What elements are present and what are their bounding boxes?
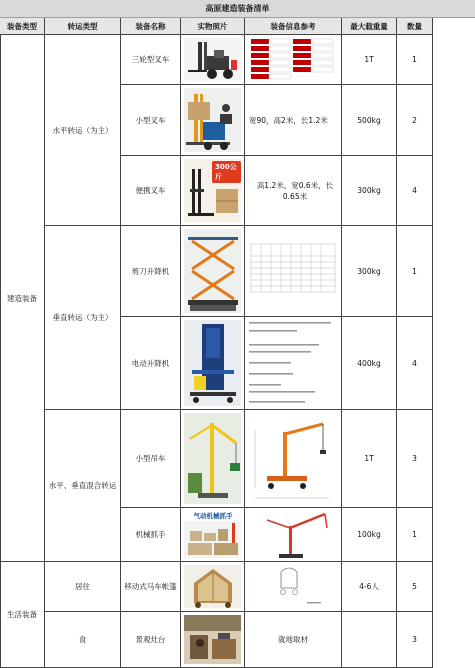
row-qty: 4 [397, 317, 433, 410]
row-name: 三轮型叉车 [121, 35, 181, 85]
grabber-title-label: 气动机械抓手 [184, 511, 241, 521]
row-qty: 3 [397, 410, 433, 508]
row-name: 机械抓手 [121, 508, 181, 562]
row-maxload: 300kg [342, 226, 397, 317]
row-qty: 2 [397, 85, 433, 156]
row-maxload: 300kg [342, 156, 397, 226]
row-qty: 1 [397, 508, 433, 562]
row-qty: 1 [397, 35, 433, 85]
transfer-food: 食 [45, 612, 121, 668]
small-forklift-photo [181, 85, 245, 156]
row-name: 小型吊车 [121, 410, 181, 508]
transfer-mixed: 水平、垂直混合转运 [45, 410, 121, 562]
transfer-residence: 居住 [45, 562, 121, 612]
row-maxload: 400kg [342, 317, 397, 410]
transfer-vertical: 垂直转运（为主） [45, 226, 121, 410]
row-maxload: 100kg [342, 508, 397, 562]
electric-lift-spec-text [245, 317, 342, 410]
row-name: 移动式马车帐篷 [121, 562, 181, 612]
row-name: 剪刀升降机 [121, 226, 181, 317]
header-photo: 实物照片 [181, 18, 245, 35]
row-info: 高1.2米，宽0.6米，长0.65米 [245, 156, 342, 226]
scissor-lift-photo [181, 226, 245, 317]
row-maxload: 1T [342, 410, 397, 508]
forklift-spec-table [245, 35, 342, 85]
header-qty: 数量 [397, 18, 433, 35]
row-name: 小型叉车 [121, 85, 181, 156]
sheet-title: 高原建造装备清单 [0, 0, 475, 18]
wagon-tent-photo [181, 562, 245, 612]
header-transfer: 转运类型 [45, 18, 121, 35]
forklift-photo [181, 35, 245, 85]
row-maxload: 1T [342, 35, 397, 85]
wagon-tent-diagram [245, 562, 342, 612]
scissor-lift-spec-table [245, 226, 342, 317]
row-maxload [342, 612, 397, 668]
row-name: 便携叉车 [121, 156, 181, 226]
row-info: 就地取材 [245, 612, 342, 668]
landscape-stove-photo [181, 612, 245, 668]
row-qty: 5 [397, 562, 433, 612]
row-name: 电动升降机 [121, 317, 181, 410]
row-maxload: 500kg [342, 85, 397, 156]
category-living: 生活装备 [0, 562, 45, 668]
header-maxload: 最大载重量 [342, 18, 397, 35]
mechanical-grabber-photo [181, 508, 245, 562]
transfer-horizontal: 水平转运（为主） [45, 35, 121, 226]
electric-lift-photo [181, 317, 245, 410]
row-info: 宽90，高2米，长1.2米 [245, 85, 342, 156]
grabber-diagram [245, 508, 342, 562]
row-qty: 1 [397, 226, 433, 317]
header-name: 装备名称 [121, 18, 181, 35]
small-crane-photo [181, 410, 245, 508]
row-qty: 3 [397, 612, 433, 668]
row-qty: 4 [397, 156, 433, 226]
category-construction: 建造装备 [0, 35, 45, 562]
portable-forklift-photo [181, 156, 245, 226]
crane-diagram [245, 410, 342, 508]
header-category: 装备类型 [0, 18, 45, 35]
header-info: 装备信息参考 [245, 18, 342, 35]
row-name: 景观灶台 [121, 612, 181, 668]
capacity-badge: 300公斤 [212, 161, 241, 183]
row-maxload: 4-6人 [342, 562, 397, 612]
